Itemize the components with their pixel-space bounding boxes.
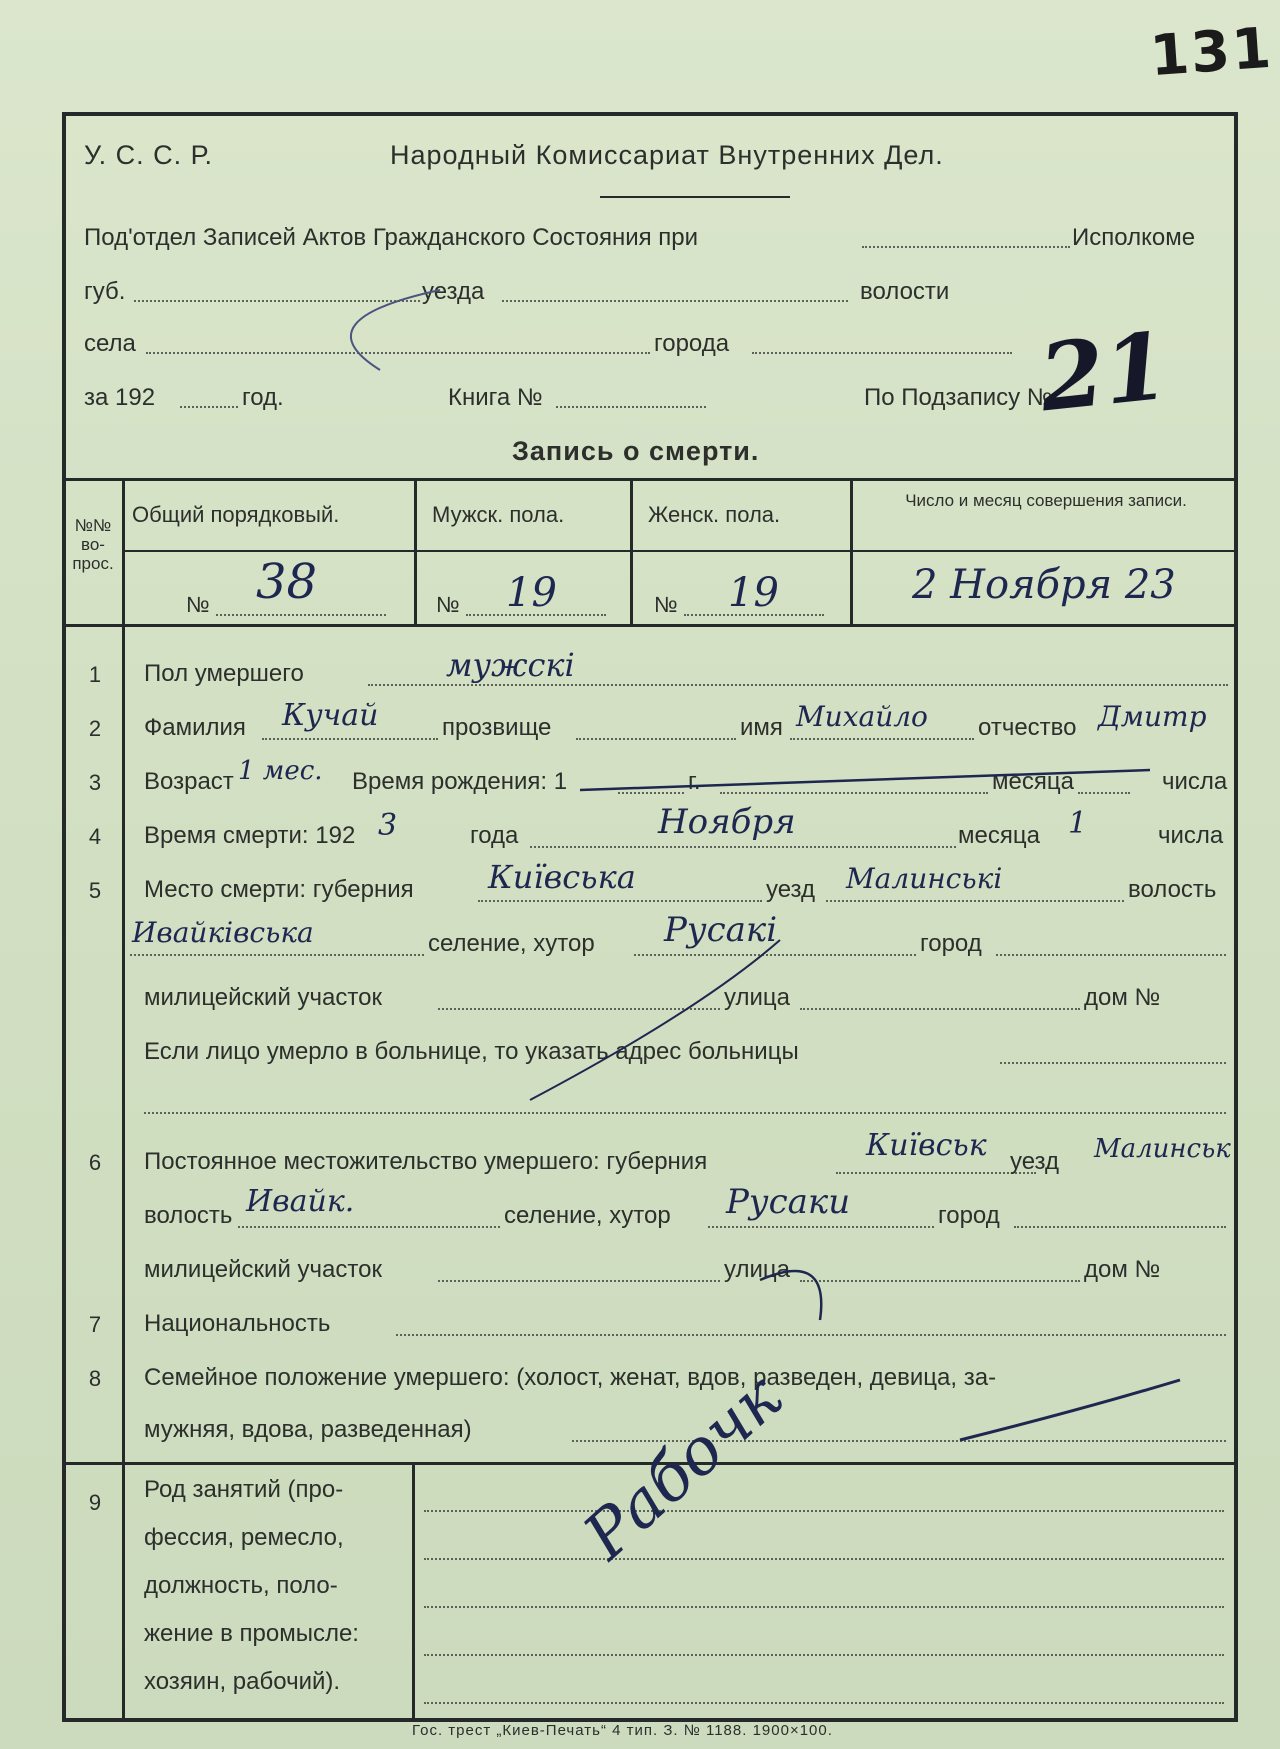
printer-footer: Гос. трест „Киев-Печать“ 4 тип. З. № 1188. 1900×100. bbox=[412, 1722, 833, 1739]
record-date-header: Число и месяц совершения записи. bbox=[905, 491, 1187, 510]
general-number-value: 38 bbox=[256, 554, 318, 610]
q6-number: 6 bbox=[88, 1150, 102, 1175]
gub-label: губ. bbox=[84, 278, 126, 305]
q6-street-line bbox=[800, 1280, 1080, 1282]
q9-line-2 bbox=[424, 1558, 1224, 1560]
record-date-value: 2 Ноября 23 bbox=[912, 562, 1176, 608]
female-number-value: 19 bbox=[728, 570, 779, 616]
q6-gorod-line bbox=[1014, 1226, 1226, 1228]
q5-street-label: улица bbox=[724, 984, 790, 1011]
q3-day-label: числа bbox=[1162, 768, 1228, 795]
male-no-sign: № bbox=[436, 592, 460, 617]
q1-label: Пол умершего bbox=[144, 660, 304, 687]
general-no-sign: № bbox=[186, 592, 210, 617]
ispolkom-label: Исполкоме bbox=[1072, 224, 1196, 251]
q6-militia-label: милицейский участок bbox=[144, 1256, 382, 1283]
q5-selo-label: селение, хутор bbox=[428, 930, 595, 957]
book-label: Книга № bbox=[448, 384, 543, 411]
general-number-header: Общий порядковый. bbox=[132, 502, 340, 527]
q6-house-label: дом № bbox=[1084, 1256, 1161, 1283]
q3-year-label: г. bbox=[688, 768, 701, 795]
q8-number: 8 bbox=[88, 1366, 102, 1391]
q5-gorod-label: город bbox=[920, 930, 982, 957]
q6-selo-line bbox=[708, 1226, 934, 1228]
podzapis-label: По Подзапису № bbox=[864, 384, 1053, 411]
q4-month-label: месяца bbox=[958, 822, 1040, 849]
sela-line bbox=[146, 352, 650, 354]
q6-uezd-value: Малинськ bbox=[1094, 1134, 1231, 1164]
q4-year-digit: 3 bbox=[378, 808, 398, 843]
q2-number: 2 bbox=[88, 716, 102, 741]
q5-gub-line bbox=[478, 900, 762, 902]
q2-nickname-label: прозвище bbox=[442, 714, 552, 741]
q5-uezd-value: Малинськi bbox=[846, 862, 1003, 895]
q1-value: мужскi bbox=[446, 646, 575, 684]
uezda-label: уезда bbox=[422, 278, 485, 305]
q5-selo-line bbox=[634, 954, 916, 956]
male-header: Мужск. пола. bbox=[432, 502, 565, 527]
q5-militia-line bbox=[438, 1008, 720, 1010]
q3-month-line bbox=[720, 792, 988, 794]
subdept-line bbox=[862, 246, 1070, 248]
general-value-line bbox=[216, 614, 386, 616]
q6-gorod-label: город bbox=[938, 1202, 1000, 1229]
table-top-rule bbox=[62, 478, 1238, 481]
q3-year-line bbox=[618, 792, 684, 794]
q9-number: 9 bbox=[88, 1490, 102, 1515]
q8-label-line1: Семейное положение умершего: (холост, женат, вдов, разведен, девица, за- bbox=[144, 1364, 997, 1391]
q6-militia-line bbox=[438, 1280, 720, 1282]
female-header: Женск. пола. bbox=[648, 502, 781, 527]
q5-volost-label: волость bbox=[1128, 876, 1217, 903]
q6-gub-value: Київськ bbox=[866, 1128, 987, 1163]
god-label: год. bbox=[242, 384, 284, 411]
q5-militia-label: милицейский участок bbox=[144, 984, 382, 1011]
q9-label-line2: фессия, ремесло, bbox=[144, 1524, 344, 1551]
table-bottom-rule bbox=[62, 624, 1238, 627]
number-column-rule bbox=[122, 624, 125, 1720]
q5-uezd-line bbox=[826, 900, 1124, 902]
male-number-value: 19 bbox=[506, 570, 557, 616]
q3-day-line bbox=[1078, 792, 1130, 794]
republic-label: У. С. С. Р. bbox=[84, 140, 213, 170]
q4-goda-label: года bbox=[470, 822, 519, 849]
q5-street-line bbox=[800, 1008, 1080, 1010]
gub-line bbox=[134, 300, 420, 302]
q2-surname-value: Кучай bbox=[282, 698, 379, 733]
q5-uezd-label: уезд bbox=[766, 876, 816, 903]
form-title: Запись о смерти. bbox=[512, 436, 760, 466]
sela-label: села bbox=[84, 330, 136, 357]
q2-name-value: Михайло bbox=[796, 700, 928, 733]
q2-surname-line bbox=[262, 738, 438, 740]
q6-uezd-label: уезд bbox=[1010, 1148, 1060, 1175]
q3-number: 3 bbox=[88, 770, 102, 795]
q8-label-line2: мужняя, вдова, разведенная) bbox=[144, 1416, 472, 1443]
q6-gub-line bbox=[836, 1172, 1036, 1174]
q6-volost-label: волость bbox=[144, 1202, 233, 1229]
q5-gub-value: Київська bbox=[488, 858, 636, 896]
q5-gorod-line bbox=[996, 954, 1226, 956]
q5-number: 5 bbox=[88, 878, 102, 903]
book-line bbox=[556, 406, 706, 408]
commissariat-label: Народный Комиссариат Внутренних Дел. bbox=[390, 140, 944, 170]
q2-nickname-line bbox=[576, 738, 736, 740]
q6-volost-line bbox=[238, 1226, 500, 1228]
sheet-number: 131 bbox=[1147, 15, 1276, 90]
q6-selo-value: Русаки bbox=[726, 1182, 851, 1222]
q4-number: 4 bbox=[88, 824, 102, 849]
q9-label-line3: должность, поло- bbox=[144, 1572, 338, 1599]
q6-volost-value: Ивайк. bbox=[246, 1184, 355, 1219]
q5-label: Место смерти: губерния bbox=[144, 876, 414, 903]
q9-line-3 bbox=[424, 1606, 1224, 1608]
podzapis-number: 21 bbox=[1034, 311, 1174, 433]
year-line bbox=[180, 406, 238, 408]
q2-surname-label: Фамилия bbox=[144, 714, 246, 741]
year-label: за 192 bbox=[84, 384, 156, 411]
header-divider bbox=[600, 196, 790, 198]
q1-line bbox=[368, 684, 1228, 686]
q4-day-value: 1 bbox=[1068, 806, 1088, 841]
q2-patronymic-label: отчество bbox=[978, 714, 1077, 741]
q5-hospital-label: Если лицо умерло в больнице, то указать адрес больницы bbox=[144, 1038, 799, 1065]
question-number-header: №№ во-прос. bbox=[72, 516, 114, 573]
q9-label-line4: жение в промысле: bbox=[144, 1620, 359, 1647]
goroda-line bbox=[752, 352, 1012, 354]
q4-month-line bbox=[530, 846, 956, 848]
q7-line bbox=[396, 1334, 1226, 1336]
q3-age-label: Возраст bbox=[144, 768, 234, 795]
q6-street-label: улица bbox=[724, 1256, 790, 1283]
q6-selo-label: селение, хутор bbox=[504, 1202, 671, 1229]
uezda-line bbox=[502, 300, 848, 302]
q1-number: 1 bbox=[88, 662, 102, 687]
q9-label-line5: хозяин, рабочий). bbox=[144, 1668, 341, 1695]
subdept-label: Под'отдел Записей Актов Гражданского Состояния при bbox=[84, 224, 699, 251]
q4-label: Время смерти: 192 bbox=[144, 822, 356, 849]
volosti-label: волости bbox=[860, 278, 950, 305]
q5-house-label: дом № bbox=[1084, 984, 1161, 1011]
q3-birth-label: Время рождения: 1 bbox=[352, 768, 568, 795]
q3-age-value: 1 мес. bbox=[238, 756, 323, 786]
q2-name-line bbox=[790, 738, 974, 740]
q5-selo-value: Русакi bbox=[664, 910, 778, 950]
q2-patronymic-value: Дмитр bbox=[1098, 700, 1207, 733]
table-mid-rule bbox=[122, 550, 1238, 552]
q9-divider bbox=[412, 1462, 415, 1720]
q4-day-label: числа bbox=[1158, 822, 1224, 849]
q9-line-5 bbox=[424, 1702, 1224, 1704]
q3-month-label: месяца bbox=[992, 768, 1074, 795]
q9-line-1 bbox=[424, 1510, 1224, 1512]
q5-volost-line bbox=[130, 954, 424, 956]
q7-number: 7 bbox=[88, 1312, 102, 1337]
q2-name-label: имя bbox=[740, 714, 783, 741]
q5-hospital-line bbox=[1000, 1062, 1226, 1064]
q5-volost-value: Ивайкiвська bbox=[132, 916, 314, 949]
q9-line-4 bbox=[424, 1654, 1224, 1656]
q6-label: Постоянное местожительство умершего: губерния bbox=[144, 1148, 708, 1175]
q9-value: Рабочк bbox=[570, 1360, 797, 1574]
q5-hospital-line-2 bbox=[144, 1112, 1226, 1114]
goroda-label: города bbox=[654, 330, 730, 357]
q7-label: Национальность bbox=[144, 1310, 331, 1337]
q4-month-value: Ноября bbox=[658, 802, 796, 842]
female-no-sign: № bbox=[654, 592, 678, 617]
q9-label-line1: Род занятий (про- bbox=[144, 1476, 344, 1503]
